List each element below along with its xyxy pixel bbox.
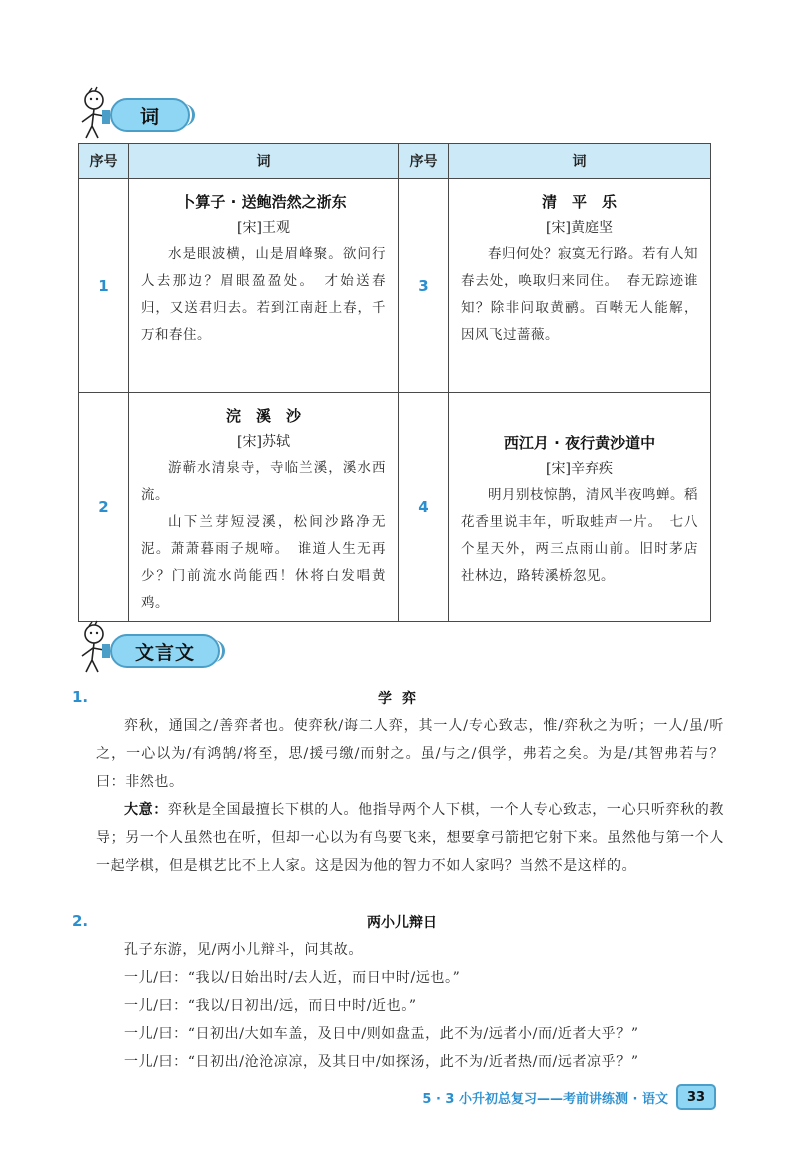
header-ci-left: 词 bbox=[129, 144, 399, 179]
table-row bbox=[79, 179, 711, 393]
wyw-line: 孔子东游，见/两小儿辩斗，问其故。 bbox=[124, 942, 363, 958]
wyw-number: 2. bbox=[72, 912, 89, 930]
poem-title: 清 平 乐 bbox=[541, 193, 617, 211]
poem-title: 浣 溪 沙 bbox=[225, 407, 301, 425]
wyw-line: 一儿/曰：“我以/日初出/远，而日中时/近也。” bbox=[124, 998, 417, 1014]
wyw-line: 一儿/曰：“日初出/大如车盖，及日中/则如盘盂，此不为/远者小/而/近者大乎？” bbox=[124, 1026, 639, 1042]
poem-cell bbox=[449, 393, 711, 622]
wyw-section-header bbox=[62, 620, 222, 680]
wyw-text: 弈秋，通国之/善弈者也。使弈秋/诲二人弈，其一人/专心致志，惟/弈秋之为听；一人/虽/听之，一心以为/有鸿鹄/将至，思/援弓缴/而射之。虽/与之/俱学，弗若之矣。为是/其智弗若与？曰：非然也。 bbox=[96, 718, 724, 790]
poem-body: 水是眼波横，山是眉峰聚。欲问行人去那边？眉眼盈盈处。 才始送春归，又送君归去。若到江南赶上春，千万和春住。 bbox=[141, 246, 386, 343]
wyw-number: 1. bbox=[72, 688, 89, 706]
wyw-heading-pill bbox=[110, 634, 220, 668]
poem-title: 卜算子 · 送鲍浩然之浙东 bbox=[180, 193, 347, 211]
wyw-heading: 文言文 bbox=[134, 641, 195, 664]
poem-number: 4 bbox=[399, 393, 449, 622]
header-num-left: 序号 bbox=[79, 144, 129, 179]
poem-title: 西江月 · 夜行黄沙道中 bbox=[503, 434, 656, 452]
ci-section-header bbox=[62, 86, 222, 146]
page-number: 33 bbox=[676, 1084, 716, 1110]
table-row bbox=[79, 393, 711, 622]
table-header-row bbox=[79, 144, 711, 179]
poem-table bbox=[78, 143, 711, 622]
header-num-right: 序号 bbox=[399, 144, 449, 179]
ci-heading-pill bbox=[110, 98, 190, 132]
wyw-item bbox=[72, 688, 732, 880]
poem-preface: 游蕲水清泉寺，寺临兰溪，溪水西流。 bbox=[141, 460, 386, 503]
header-ci-right: 词 bbox=[449, 144, 711, 179]
poem-author: [宋]王观 bbox=[237, 220, 290, 236]
wyw-item bbox=[72, 912, 732, 1076]
poem-cell bbox=[129, 179, 399, 393]
poem-author: [宋]苏轼 bbox=[237, 434, 290, 450]
wyw-title: 学弈 bbox=[378, 691, 426, 707]
summary-label: 大意： bbox=[124, 802, 168, 818]
poem-body: 春归何处？寂寞无行路。若有人知春去处，唤取归来同住。 春无踪迹谁知？除非问取黄鹂。百啭无人能解，因风飞过蔷薇。 bbox=[461, 246, 698, 343]
poem-number: 3 bbox=[399, 179, 449, 393]
book-title: 5 · 3 小升初总复习——考前讲练测 · 语文 bbox=[422, 1091, 668, 1107]
poem-body: 明月别枝惊鹊，清风半夜鸣蝉。稻花香里说丰年，听取蛙声一片。 七八个星天外，两三点雨山前。旧时茅店社林边，路转溪桥忽见。 bbox=[461, 487, 698, 584]
poem-number: 1 bbox=[79, 179, 129, 393]
poem-cell bbox=[449, 179, 711, 393]
summary-text: 弈秋是全国最擅长下棋的人。他指导两个人下棋，一个人专心致志，一心只听弈秋的教导；另一个人虽然也在听，但却一心以为有鸟要飞来，想要拿弓箭把它射下来。虽然他与第一个人一起学棋，但是棋艺比不上人家。这是因为他的智力不如人家吗？当然不是这样的。 bbox=[96, 802, 724, 874]
poem-cell bbox=[129, 393, 399, 622]
poem-author: [宋]黄庭坚 bbox=[546, 220, 613, 236]
ci-heading: 词 bbox=[139, 105, 160, 128]
wyw-line: 一儿/曰：“日初出/沧沧凉凉，及其日中/如探汤，此不为/近者热/而/远者凉乎？” bbox=[124, 1054, 639, 1070]
wyw-summary bbox=[72, 796, 732, 880]
wyw-title: 两小儿辩日 bbox=[367, 915, 437, 931]
poem-number: 2 bbox=[79, 393, 129, 622]
wyw-line: 一儿/曰：“我以/日始出时/去人近，而日中时/远也。” bbox=[124, 970, 461, 986]
poem-body: 山下兰芽短浸溪，松间沙路净无泥。萧萧暮雨子规啼。 谁道人生无再少？门前流水尚能西！休将白发唱黄鸡。 bbox=[141, 514, 386, 611]
page-footer bbox=[422, 1082, 716, 1112]
poem-author: [宋]辛弃疾 bbox=[546, 461, 613, 477]
